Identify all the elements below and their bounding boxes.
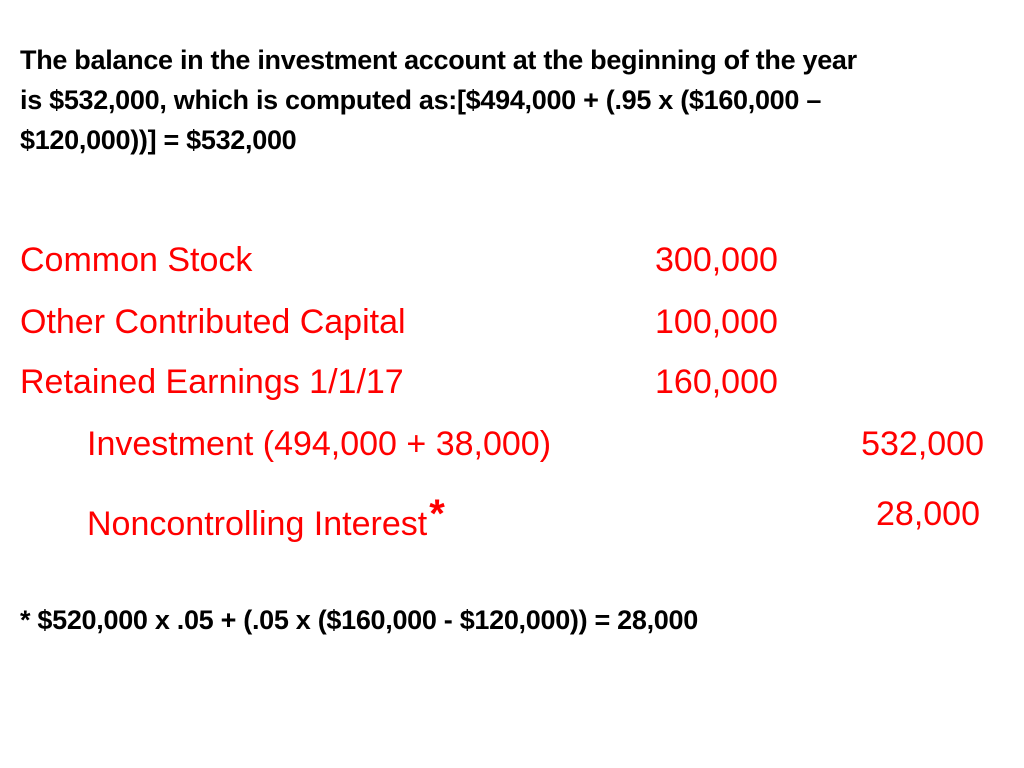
entry-credit-noncontrolling-interest: 28,000 [876, 495, 980, 533]
entry-account-other-contributed-capital: Other Contributed Capital [20, 303, 406, 341]
entry-debit-other-contributed-capital: 100,000 [655, 303, 778, 341]
intro-paragraph [20, 40, 1010, 160]
intro-line-3: $120,000))] = $532,000 [20, 125, 297, 155]
entry-debit-retained-earnings: 160,000 [655, 363, 778, 401]
footnote: * $520,000 x .05 + (.05 x ($160,000 - $120,000)) = 28,000 [20, 605, 698, 635]
entry-account-investment: Investment (494,000 + 38,000) [87, 425, 552, 463]
entry-noncontrolling-interest-wrapper [87, 494, 445, 544]
entry-debit-common-stock: 300,000 [655, 241, 778, 279]
entry-account-noncontrolling-interest: Noncontrolling Interest [87, 505, 428, 543]
footnote-marker: * [429, 492, 445, 536]
intro-line-1: The balance in the investment account at the beginning of the year [20, 45, 857, 75]
entry-credit-investment: 532,000 [861, 425, 984, 463]
entry-account-common-stock: Common Stock [20, 241, 253, 279]
entry-account-retained-earnings: Retained Earnings 1/1/17 [20, 363, 404, 401]
intro-line-2: is $532,000, which is computed as:[$494,000 + (.95 x ($160,000 – [20, 85, 822, 115]
